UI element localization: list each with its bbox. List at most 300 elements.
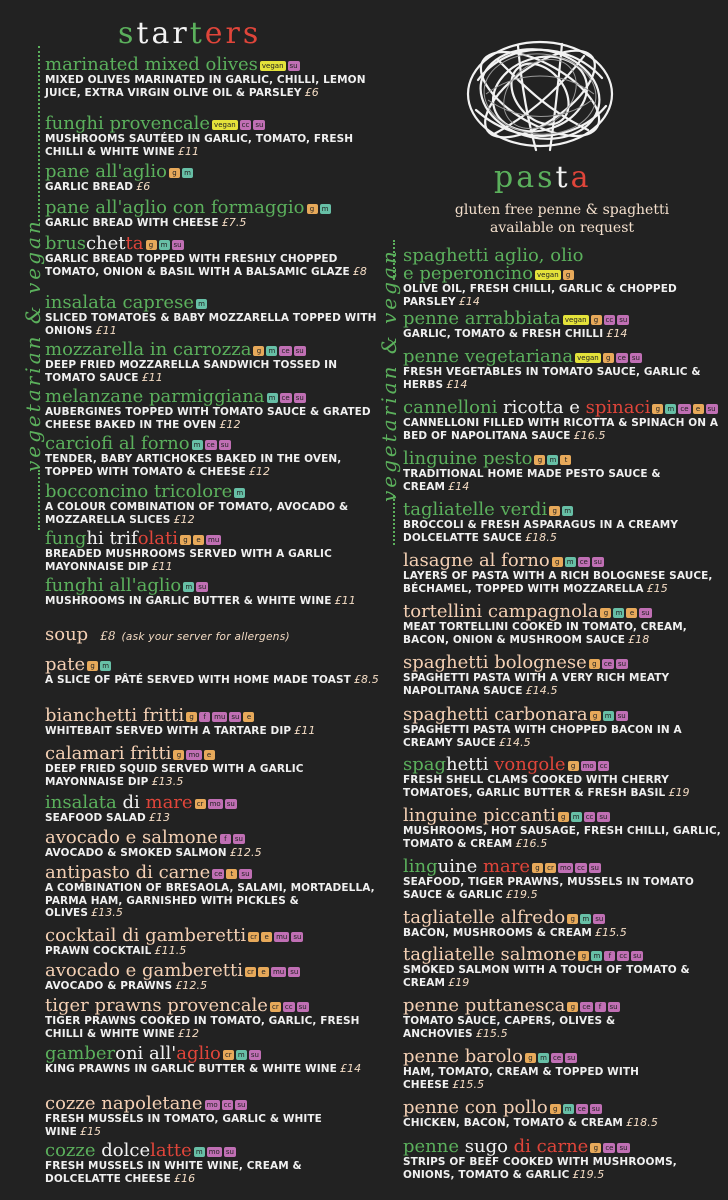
allergen-badge: su (255, 121, 264, 129)
allergen-badge: su (595, 915, 604, 923)
allergen-badge: su (234, 835, 243, 843)
allergen-badge: su (641, 609, 650, 617)
menu-item (45, 794, 380, 825)
allergen-badge: su (289, 62, 298, 70)
menu-item (403, 946, 721, 989)
item-name-part: tiger prawns provencale (45, 995, 268, 1016)
allergen-badge: ce (680, 405, 689, 413)
heading-part: pas (494, 160, 556, 195)
item-name-part: penne barolo (403, 1046, 524, 1067)
allergen-badge: g (552, 557, 563, 567)
item-name-part: brus (45, 233, 86, 254)
item-name-part: spag (403, 754, 447, 775)
menu-item-name (45, 707, 380, 725)
menu-item (45, 115, 380, 158)
description-text: AVOCADO & SMOKED SALMON (45, 847, 227, 859)
menu-item-name (45, 829, 380, 847)
item-name-part: pate (45, 654, 86, 675)
allergen-badge: su (225, 1148, 234, 1156)
menu-item-description (45, 1015, 380, 1040)
allergen-badge: g (532, 863, 543, 873)
menu-item-price: £14.5 (525, 683, 558, 697)
menu-item-name (403, 399, 721, 417)
allergen-badge: m (182, 168, 193, 178)
allergen-badge: e (193, 535, 204, 545)
item-name-part: tagliatelle alfredo (403, 907, 566, 928)
menu-item-description (45, 812, 380, 825)
menu-item-name (403, 603, 721, 621)
description-text: TENDER, BABY ARTICHOKES BAKED IN THE OVEN, TOPPED WITH TOMATO & CHEESE (45, 453, 342, 478)
menu-item-name (45, 294, 380, 312)
heading-part: rs (225, 16, 262, 51)
allergen-badge: mo (208, 1148, 220, 1156)
menu-item-price: £12 (173, 512, 195, 526)
item-name-part: spinaci (585, 397, 651, 418)
pasta-subtitle-2: available on request (489, 220, 635, 236)
item-name-part: insalata caprese (45, 292, 194, 313)
allergen-badge: su (617, 660, 627, 668)
menu-item (45, 341, 380, 384)
item-name-part: melanzane parmiggiana (45, 386, 265, 407)
menu-item (403, 858, 721, 901)
menu-item (403, 706, 721, 749)
allergen-badge: su (290, 968, 299, 976)
item-name-part: di (122, 792, 146, 813)
menu-item-price: £14 (606, 327, 628, 340)
menu-item-name (403, 1099, 721, 1117)
allergen-badge: g (525, 1053, 536, 1063)
allergen-badge: e (626, 608, 637, 618)
allergen-badge: m (580, 914, 591, 924)
starters-side-dots-bottom (38, 470, 40, 530)
description-text: FRESH MUSSELS IN TOMATO, GARLIC & WHITE WINE (45, 1113, 322, 1138)
menu-item-name (403, 552, 721, 570)
allergen-badge: f (595, 1002, 606, 1012)
allergen-badge: m (563, 1104, 574, 1114)
menu-item (45, 435, 380, 478)
description-text: MUSHROOMS IN GARLIC BUTTER & WHITE WINE (45, 595, 332, 607)
menu-item (45, 577, 380, 608)
menu-item-name (403, 909, 721, 927)
pasta-heading (494, 160, 591, 195)
menu-item-description (403, 366, 721, 391)
menu-item-name (45, 163, 380, 181)
menu-item-description (45, 847, 380, 860)
description-text: WHITEBAIT SERVED WITH A TARTARE DIP (45, 725, 292, 737)
allergen-badge: g (567, 1002, 578, 1012)
menu-item-name (403, 348, 721, 366)
menu-item-description (45, 312, 380, 337)
allergen-badge: mu (214, 713, 226, 721)
menu-item-name (45, 388, 380, 406)
allergen-badge: m (603, 711, 614, 721)
allergen-badge: g (550, 1104, 561, 1114)
allergen-badge: cr (223, 1050, 234, 1060)
menu-item-price: £11 (294, 724, 316, 737)
allergen-badge: m (194, 1147, 205, 1157)
item-name-part: soup (45, 624, 89, 645)
allergen-badge: ce (281, 347, 290, 355)
allergen-badge: su (631, 354, 640, 362)
allergen-badge: m (183, 582, 194, 592)
menu-item (45, 997, 380, 1040)
menu-item-price: £15.5 (594, 926, 627, 939)
allergen-badge: cc (599, 762, 608, 770)
allergen-badge: su (198, 583, 207, 591)
menu-item (45, 656, 380, 687)
menu-item-price: £15.5 (475, 1026, 508, 1040)
menu-item-price: £11 (177, 144, 200, 158)
allergen-badge: cc (241, 121, 250, 129)
menu-item-description (45, 548, 380, 573)
item-name-part: insalata (45, 792, 123, 813)
menu-item-description (403, 774, 721, 799)
menu-item-description (403, 519, 721, 544)
allergen-badge: cc (585, 813, 594, 821)
menu-item-name (403, 807, 721, 825)
heading-part: e (204, 16, 226, 51)
menu-item (403, 1048, 721, 1091)
item-name-part: mozzarella in carrozza (45, 339, 252, 360)
allergen-badge: mo (209, 800, 221, 808)
item-name-part: e peperoncino (403, 263, 534, 284)
allergen-badge: su (298, 1003, 307, 1011)
item-name-part: ricotta e (503, 397, 586, 418)
menu-item-price: £12 (177, 1026, 200, 1040)
item-name-part: olati (137, 528, 179, 549)
heading-part: t (555, 160, 571, 195)
item-name-part: tortellini campagnola (403, 601, 599, 622)
menu-item-description (45, 980, 380, 993)
allergen-badge: su (619, 316, 628, 324)
allergen-badge: m (665, 404, 676, 414)
menu-item (403, 501, 721, 544)
starters-heading (118, 16, 261, 51)
allergen-badge: su (295, 394, 304, 402)
allergen-badge: su (593, 558, 602, 566)
description-text: MUSHROOMS, HOT SAUSAGE, FRESH CHILLI, GARLIC, TOMATO & CREAM (403, 825, 721, 850)
description-text: DEEP FRIED MOZZARELLA SANDWICH TOSSED IN TOMATO SAUCE (45, 359, 338, 384)
allergen-badge: e (204, 750, 215, 760)
menu-item (45, 530, 380, 573)
allergen-badge: su (591, 1105, 600, 1113)
menu-item-name (45, 530, 380, 548)
menu-item-description (45, 181, 380, 194)
description-text: DEEP FRIED SQUID SERVED WITH A GARLIC MAYONNAISE DIP (45, 763, 304, 788)
description-text: GARLIC, TOMATO & FRESH CHILLI (403, 328, 604, 340)
menu-item (403, 310, 721, 341)
menu-item-price: £8 (352, 264, 367, 278)
menu-item-price: £14.5 (498, 735, 531, 749)
allergen-badge: vegan (261, 62, 284, 70)
menu-item-description (403, 1156, 721, 1181)
item-name-part: pane all'aglio con formaggio (45, 197, 305, 218)
menu-item-name (45, 577, 380, 595)
menu-item-name (45, 1095, 380, 1113)
menu-item-price: £18.5 (524, 530, 557, 544)
menu-item-price: £14 (448, 479, 470, 493)
menu-item-description (403, 724, 721, 749)
menu-item-name (403, 501, 721, 519)
description-text: MEAT TORTELLINI COOKED IN TOMATO, CREAM, BACON, ONION & MUSHROOM SAUCE (403, 621, 687, 646)
menu-item-name (45, 745, 380, 763)
allergen-badge: su (226, 800, 235, 808)
menu-item (403, 654, 721, 697)
item-name-part: calamari fritti (45, 743, 172, 764)
menu-item (45, 56, 380, 99)
allergen-badge: g (146, 240, 157, 250)
allergen-badge: mu (208, 536, 220, 544)
allergen-badge: m (562, 506, 573, 516)
allergen-badge: ce (582, 1003, 591, 1011)
item-name-part: mare (482, 856, 531, 877)
allergen-badge: g (307, 204, 318, 214)
allergen-badge: g (173, 750, 184, 760)
item-name-part: uine (437, 856, 483, 877)
allergen-badge: cr (545, 863, 556, 873)
menu-item-description (403, 621, 721, 646)
menu-item-price: £19 (668, 785, 690, 799)
allergen-badge: g (590, 1143, 601, 1153)
allergen-badge: g (169, 168, 180, 178)
allergen-badge: su (567, 1054, 576, 1062)
menu-item-description (45, 595, 380, 608)
menu-item (45, 962, 380, 993)
allergen-badge: su (617, 712, 626, 720)
menu-item-description (45, 501, 380, 526)
menu-item-description (45, 674, 380, 687)
menu-item-description (45, 725, 380, 738)
menu-item-price: £6 (136, 180, 151, 193)
allergen-badge: e (693, 404, 704, 414)
allergen-badge: ce (603, 660, 612, 668)
allergen-badge: mo (206, 1101, 218, 1109)
item-name-part: gamber (45, 1043, 116, 1064)
allergen-badge: ce (206, 441, 215, 449)
description-text: GARLIC BREAD WITH CHEESE (45, 217, 219, 229)
allergen-badge: su (237, 1101, 246, 1109)
menu-item-description (403, 417, 721, 442)
menu-item-name (403, 858, 721, 876)
item-name-part: penne vegetariana (403, 346, 574, 367)
menu-item-description (403, 468, 721, 493)
menu-item-price: £18.5 (625, 1116, 658, 1129)
allergen-badge: su (250, 1051, 259, 1059)
menu-item-name (45, 1045, 380, 1063)
heading-part: s (118, 16, 137, 51)
allergen-badge: g (567, 914, 578, 924)
menu-item-price: £13.5 (91, 906, 123, 919)
menu-item (45, 199, 380, 230)
menu-item-name (45, 115, 380, 133)
heading-part: a (570, 160, 592, 195)
allergen-badge: ce (617, 354, 626, 362)
allergen-badge: f (199, 712, 210, 722)
starters-side-label: vegetarian & vegan (21, 218, 45, 472)
allergen-badge: g (558, 812, 569, 822)
description-text: SEAFOOD SALAD (45, 812, 146, 824)
allergen-badge: su (231, 713, 240, 721)
menu-item-price: £12 (248, 464, 271, 478)
menu-item-description (403, 283, 721, 308)
allergen-badge: vegan (537, 271, 559, 279)
menu-item-name (45, 962, 380, 980)
description-text: SPAGHETTI PASTA WITH CHOPPED BACON IN A CREAMY SAUCE (403, 724, 682, 749)
menu-item-price: £12.5 (229, 846, 262, 859)
item-name-part: spaghetti aglio, olio (403, 245, 584, 266)
menu-item-name (45, 626, 380, 646)
allergen-badge: mo (560, 864, 572, 872)
allergen-badge: g (600, 608, 611, 618)
menu-item (403, 1099, 721, 1130)
allergen-badge: m (236, 1050, 247, 1060)
description-text: MIXED OLIVES MARINATED IN GARLIC, CHILLI, LEMON JUICE, EXTRA VIRGIN OLIVE OIL & PARSLEY (45, 74, 366, 99)
menu-item-name (403, 310, 721, 328)
menu-item (45, 707, 380, 738)
allergen-badge: m (266, 346, 277, 356)
description-text: OLIVE OIL, FRESH CHILLI, GARLIC & CHOPPED PARSLEY (403, 283, 677, 308)
menu-item-price: £16 (173, 1171, 196, 1185)
allergen-badge: m (320, 204, 331, 214)
allergen-badge: ce (577, 1105, 586, 1113)
allergen-badge: g (591, 315, 602, 325)
item-name-part: spaghetti carbonara (403, 704, 588, 725)
allergen-badge: g (568, 761, 579, 771)
item-name-part: aglio (176, 1043, 221, 1064)
menu-item-description (403, 1015, 721, 1040)
allergen-badge: vegan (564, 316, 587, 324)
menu-item-description (403, 1117, 721, 1130)
menu-item (45, 626, 380, 646)
allergen-badge: e (243, 712, 254, 722)
description-text: MUSHROOMS SAUTÉED IN GARLIC, TOMATO, FRESH CHILLI & WHITE WINE (45, 133, 354, 158)
allergen-badge: m (547, 455, 558, 465)
menu-item (403, 247, 721, 308)
menu-item-price: £19 (448, 975, 470, 989)
menu-item-description (45, 1113, 380, 1138)
menu-item-description (45, 406, 380, 431)
item-name-part: bocconcino tricolore (45, 481, 233, 502)
menu-item (45, 235, 380, 278)
item-name-part: penne (403, 1136, 465, 1157)
description-text: TRADITIONAL HOME MADE PESTO SAUCE & CREAM (403, 468, 661, 493)
allergen-badge: cr (270, 1002, 281, 1012)
menu-item-name (403, 946, 721, 964)
allergen-badge: cr (245, 967, 256, 977)
item-name-part: cocktail di gamberetti (45, 925, 247, 946)
allergen-badge: m (267, 393, 278, 403)
allergen-badge: mo (188, 751, 200, 759)
allergen-badge: g (87, 661, 98, 671)
menu-item-price: £14 (446, 377, 468, 391)
description-text: BACON, MUSHROOMS & CREAM (403, 927, 592, 939)
menu-item-price: £8.5 (353, 673, 379, 686)
menu-item-price: £15 (646, 581, 668, 595)
allergen-badge: g (549, 506, 560, 516)
item-name-part: linguine piccanti (403, 805, 556, 826)
allergen-badge: vegan (214, 121, 236, 129)
allergen-badge: cc (577, 864, 585, 872)
description-text: BROCCOLI & FRESH ASPARAGUS IN A CREAMY DOLCELATTE SAUCE (403, 519, 679, 544)
menu-item-description (45, 359, 380, 384)
menu-item-description (403, 328, 721, 341)
menu-item (403, 399, 721, 442)
menu-item-description (403, 927, 721, 940)
allergen-badge: t (226, 869, 237, 879)
description-text: CHICKEN, BACON, TOMATO & CREAM (403, 1117, 623, 1129)
menu-item-description (403, 672, 721, 697)
menu-item-name (45, 656, 380, 674)
item-name-part: cozze napoletane (45, 1093, 203, 1114)
item-name-part: di carne (513, 1136, 589, 1157)
item-name-part: latte (150, 1140, 192, 1161)
allergen-badge: m (571, 812, 582, 822)
menu-item-name (45, 794, 380, 812)
allergen-badge: g (603, 353, 614, 363)
menu-item-price: £12 (219, 417, 241, 431)
item-name-part: funghi all'aglio (45, 575, 182, 596)
allergen-badge: t (560, 455, 571, 465)
heading-part: tar (136, 16, 190, 51)
menu-item-description (403, 825, 721, 850)
allergen-badge: g (534, 455, 545, 465)
menu-item (45, 1095, 380, 1138)
item-name-part: hetti (446, 754, 495, 775)
allergen-badge: su (633, 952, 642, 960)
menu-item-price: £15 (79, 1124, 102, 1138)
item-name-part: dolce (101, 1140, 151, 1161)
menu-item-description (45, 217, 380, 230)
menu-item (403, 756, 721, 799)
menu-item-name (403, 1048, 721, 1066)
menu-item (45, 163, 380, 194)
menu-item-price: £14 (458, 294, 480, 308)
menu-item-description (403, 570, 721, 595)
item-name-part: carciofi al forno (45, 433, 190, 454)
allergen-badge: ce (579, 558, 588, 566)
item-name-part: penne arrabbiata (403, 308, 561, 329)
allergen-badge: m (591, 951, 602, 961)
allergen-badge: su (599, 813, 608, 821)
allergen-badge: cc (284, 1003, 293, 1011)
menu-item-name (45, 341, 380, 359)
menu-item (403, 807, 721, 850)
menu-item-description (45, 763, 380, 788)
allergen-badge: g (180, 535, 191, 545)
allergen-badge: ce (553, 1054, 562, 1062)
item-name-part: fung (45, 528, 87, 549)
description-text: AUBERGINES TOPPED WITH TOMATO SAUCE & GRATED CHEESE BAKED IN THE OVEN (45, 406, 371, 431)
description-text: HAM, TOMATO, CREAM & TOPPED WITH CHEESE (403, 1066, 640, 1091)
menu-item-name (45, 997, 380, 1015)
menu-item (403, 603, 721, 646)
allergen-badge: m (613, 608, 624, 618)
menu-item (45, 294, 380, 337)
allergen-badge: e (258, 967, 269, 977)
item-name-part: chet (85, 233, 126, 254)
description-text: A COMBINATION OF BRESAOLA, SALAMI, MORTADELLA, PARMA HAM, GARNISHED WITH PICKLES & OLIVES (45, 882, 375, 919)
menu-item (45, 483, 380, 526)
heading-part: t (189, 16, 205, 51)
item-name-part: bianchetti fritti (45, 705, 185, 726)
item-name-part: sugo (464, 1136, 514, 1157)
allergen-badge: e (261, 932, 272, 942)
menu-item-price: £13.5 (151, 774, 184, 788)
menu-item-description (403, 964, 721, 989)
item-name-part: hi trif (86, 528, 138, 549)
allergen-badge: g (589, 659, 600, 669)
menu-item-price: £19.5 (505, 887, 538, 901)
